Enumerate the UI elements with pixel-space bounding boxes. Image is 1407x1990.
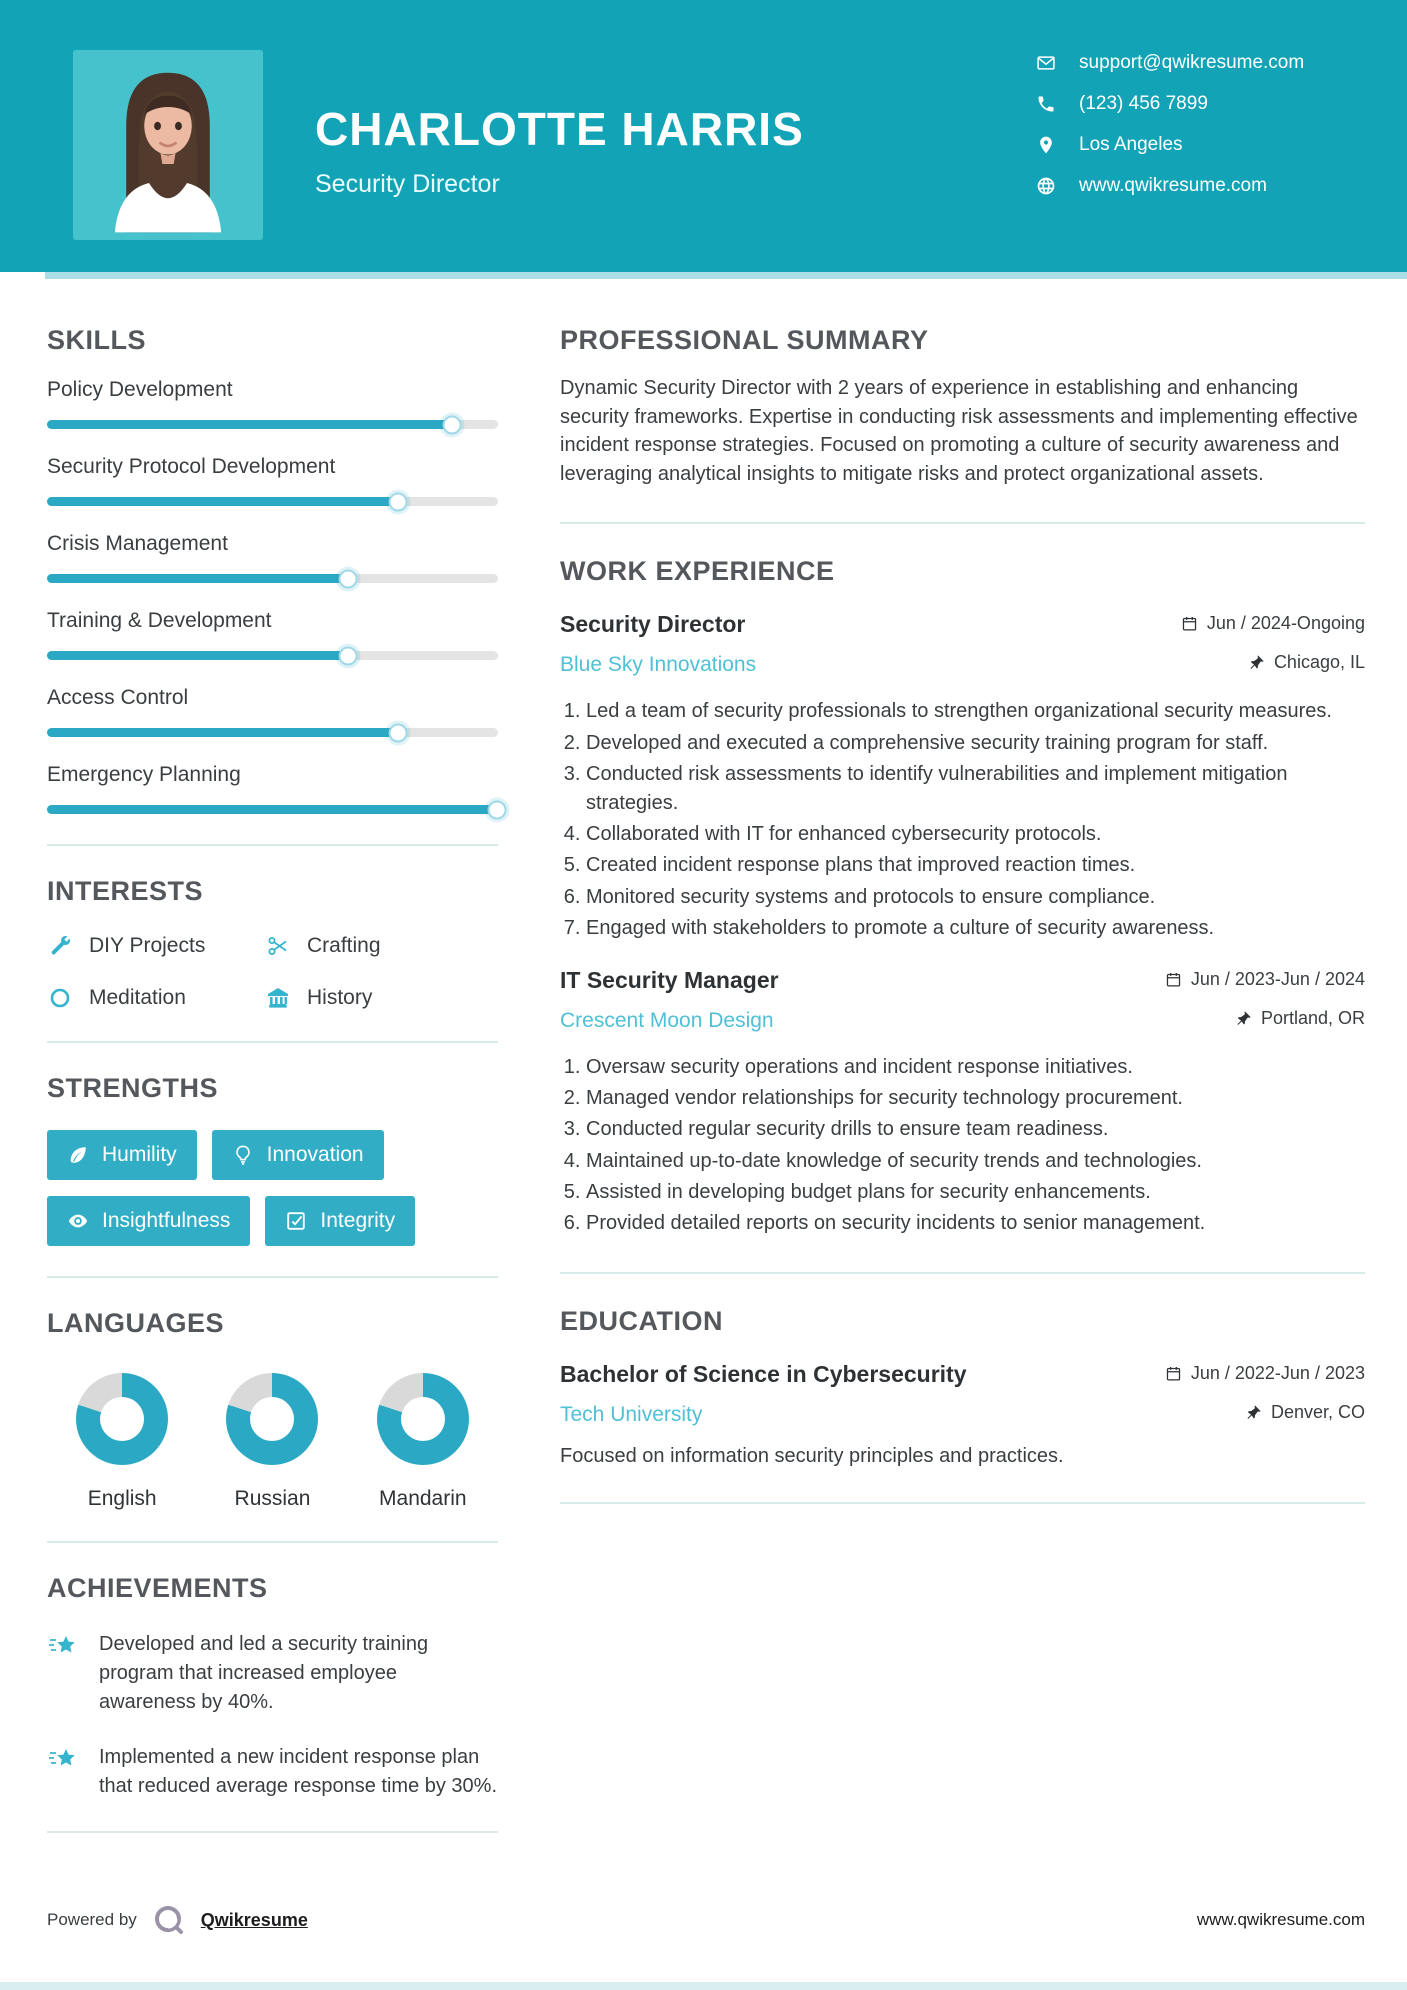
job-bullet: 2. Developed and executed a comprehensive security training program for staff.	[586, 729, 1365, 757]
check-square-icon	[285, 1210, 307, 1232]
skill-slider	[47, 420, 498, 429]
strength-label: Insightfulness	[102, 1209, 231, 1232]
job-bullet: 1. Oversaw security operations and incident response initiatives.	[586, 1053, 1365, 1081]
summary-heading: PROFESSIONAL SUMMARY	[560, 325, 929, 355]
job-bullet: 3. Conducted regular security drills to ensure team readiness.	[586, 1115, 1365, 1143]
languages-section	[47, 1308, 498, 1511]
achievement-text: Implemented a new incident response plan that reduced average response time by 30%.	[99, 1746, 498, 1797]
work-heading: WORK EXPERIENCE	[560, 556, 835, 587]
job-bullet: 4. Maintained up-to-date knowledge of security trends and technologies.	[586, 1147, 1365, 1175]
job-bullet: 2. Managed vendor relationships for security technology procurement.	[586, 1084, 1365, 1112]
strength-chip	[212, 1130, 384, 1180]
job-date	[1181, 613, 1365, 634]
identity-block	[315, 102, 804, 199]
slider-thumb-icon	[442, 415, 461, 434]
chip-row	[47, 1196, 498, 1246]
qwikresume-link[interactable]: Qwikresume	[200, 1909, 308, 1930]
phone-icon	[1035, 93, 1057, 115]
job-entry	[560, 967, 1365, 1238]
interest-label: DIY Projects	[89, 934, 206, 957]
language-item	[348, 1373, 498, 1511]
skill-label: Policy Development	[47, 378, 233, 401]
job-location	[1235, 1008, 1365, 1029]
header	[0, 0, 1407, 272]
language-label: English	[87, 1487, 157, 1510]
chip-row	[47, 1130, 498, 1180]
wrench-icon	[47, 933, 73, 959]
calendar-icon	[1165, 971, 1182, 988]
email-link[interactable]: support@qwikresume.com	[1079, 52, 1305, 73]
job-bullet: 6. Monitored security systems and protocols to ensure compliance.	[586, 883, 1365, 911]
job-head	[560, 967, 1365, 994]
slider-thumb-icon	[339, 569, 358, 588]
section-divider	[560, 522, 1365, 524]
left-column	[47, 325, 498, 1863]
strength-label: Integrity	[320, 1209, 396, 1232]
language-label: Mandarin	[379, 1487, 467, 1510]
language-item	[47, 1373, 197, 1511]
achievement-item	[47, 1630, 498, 1717]
job-location	[1248, 652, 1365, 673]
leaf-icon	[67, 1144, 89, 1166]
skill-item	[47, 763, 498, 814]
education-date	[1165, 1363, 1365, 1384]
strengths-heading: STRENGTHS	[47, 1073, 219, 1103]
skill-slider	[47, 651, 498, 660]
job-title: IT Security Manager	[560, 966, 779, 993]
job-head	[560, 611, 1365, 638]
job-date	[1165, 969, 1365, 990]
skill-label: Training & Development	[47, 609, 272, 632]
right-column	[560, 325, 1365, 1863]
language-item	[197, 1373, 347, 1511]
education-date-text: Jun / 2022-Jun / 2023	[1190, 1362, 1365, 1383]
education-heading: EDUCATION	[560, 1305, 723, 1336]
degree-title: Bachelor of Science in Cybersecurity	[560, 1360, 967, 1387]
location-text: Los Angeles	[1079, 134, 1183, 155]
language-donut-chart	[76, 1373, 168, 1465]
section-divider	[47, 1276, 498, 1278]
education-note: Focused on information security principles and practices.	[560, 1444, 1064, 1467]
strengths-section	[47, 1073, 498, 1246]
scissors-icon	[265, 933, 291, 959]
interest-item	[265, 933, 498, 959]
ring-icon	[47, 985, 73, 1011]
education-subhead	[560, 1402, 1365, 1427]
job-bullet: 5. Created incident response plans that improved reaction times.	[586, 851, 1365, 879]
contact-phone	[1035, 93, 1355, 115]
skills-heading: SKILLS	[47, 325, 147, 355]
slider-thumb-icon	[388, 492, 407, 511]
job-bullet-list	[560, 697, 1365, 942]
strength-chip	[47, 1130, 197, 1180]
interest-label: Meditation	[89, 986, 186, 1009]
language-donut-chart	[226, 1373, 318, 1465]
school-name: Tech University	[560, 1402, 703, 1426]
section-divider	[47, 1541, 498, 1543]
skill-slider	[47, 805, 498, 814]
job-entry	[560, 611, 1365, 942]
bottom-accent-strip	[0, 1982, 1407, 1990]
interests-grid	[47, 933, 498, 1011]
strength-chip	[265, 1196, 415, 1246]
avatar-illustration	[73, 50, 263, 240]
person-title: Security Director	[315, 170, 500, 198]
phone-number: (123) 456 7899	[1079, 93, 1208, 114]
languages-heading: LANGUAGES	[47, 1308, 225, 1338]
contact-location	[1035, 134, 1355, 156]
contact-list	[1035, 52, 1355, 197]
skill-label: Access Control	[47, 686, 189, 709]
job-location-text: Portland, OR	[1260, 1007, 1365, 1028]
job-bullet: 5. Assisted in developing budget plans for security enhancements.	[586, 1178, 1365, 1206]
skill-slider	[47, 728, 498, 737]
job-subhead	[560, 652, 1365, 677]
work-section	[560, 556, 1365, 1237]
footer-site-url: www.qwikresume.com	[1196, 1910, 1365, 1929]
pin-icon	[1248, 654, 1265, 671]
company-name: Blue Sky Innovations	[560, 653, 757, 677]
language-donut-chart	[377, 1373, 469, 1465]
strength-chips	[47, 1130, 498, 1246]
skills-section	[47, 325, 498, 814]
powered-by-label: Powered by	[47, 1910, 137, 1929]
section-divider	[47, 844, 498, 846]
education-entry	[560, 1361, 1365, 1468]
skill-slider	[47, 574, 498, 583]
location-icon	[1035, 134, 1057, 156]
job-date-text: Jun / 2023-Jun / 2024	[1190, 968, 1365, 989]
lightbulb-icon	[232, 1144, 254, 1166]
calendar-icon	[1165, 1365, 1182, 1382]
achievements-heading: ACHIEVEMENTS	[47, 1573, 268, 1603]
job-title: Security Director	[560, 611, 746, 638]
interest-item	[47, 933, 265, 959]
footer	[47, 1902, 1365, 1938]
job-bullet: 4. Collaborated with IT for enhanced cybersecurity protocols.	[586, 820, 1365, 848]
skill-label: Security Protocol Development	[47, 455, 336, 478]
interests-section	[47, 876, 498, 1011]
calendar-icon	[1181, 615, 1198, 632]
main-content	[0, 279, 1407, 1863]
job-subhead	[560, 1008, 1365, 1033]
skill-item	[47, 532, 498, 583]
interests-heading: INTERESTS	[47, 876, 204, 906]
mail-icon	[1035, 52, 1057, 74]
avatar	[73, 50, 263, 240]
pin-icon	[1235, 1010, 1252, 1027]
shooting-star-icon	[47, 1630, 81, 1664]
pin-icon	[1245, 1404, 1262, 1421]
job-bullet: 6. Provided detailed reports on security incidents to senior management.	[586, 1209, 1365, 1237]
interest-item	[47, 985, 265, 1011]
shooting-star-icon	[47, 1743, 81, 1777]
museum-icon	[265, 985, 291, 1011]
skill-item	[47, 455, 498, 506]
skill-item	[47, 609, 498, 660]
interest-label: History	[307, 986, 373, 1009]
interest-label: Crafting	[307, 934, 381, 957]
company-name: Crescent Moon Design	[560, 1008, 774, 1032]
contact-email	[1035, 52, 1355, 74]
job-bullet: 7. Engaged with stakeholders to promote a culture of security awareness.	[586, 914, 1365, 942]
education-head	[560, 1361, 1365, 1388]
strength-chip	[47, 1196, 250, 1246]
education-section	[560, 1306, 1365, 1468]
job-date-text: Jun / 2024-Ongoing	[1206, 613, 1365, 634]
achievement-item	[47, 1743, 498, 1801]
interest-item	[265, 985, 498, 1011]
achievements-section	[47, 1573, 498, 1801]
strength-label: Humility	[102, 1143, 177, 1166]
languages-grid	[47, 1373, 498, 1511]
skill-item	[47, 686, 498, 737]
achievement-text: Developed and led a security training program that increased employee awareness by 40%.	[99, 1633, 429, 1713]
education-location-text: Denver, CO	[1270, 1401, 1365, 1422]
skill-item	[47, 378, 498, 429]
header-accent-line	[45, 272, 1407, 279]
slider-thumb-icon	[488, 800, 507, 819]
skill-slider	[47, 497, 498, 506]
summary-text: Dynamic Security Director with 2 years of experience in establishing and enhancing security frameworks. Expertise in conducting risk assessments and implementing effective incident response strategies. Focused on promoting a culture of security awareness and leveraging analytical insights to mitigate risks and protect organizational assets.	[560, 377, 1358, 485]
skill-label: Emergency Planning	[47, 763, 241, 786]
job-bullet-list	[560, 1053, 1365, 1238]
language-label: Russian	[234, 1487, 311, 1510]
globe-icon	[1035, 175, 1057, 197]
slider-thumb-icon	[339, 646, 358, 665]
website-link[interactable]: www.qwikresume.com	[1079, 175, 1267, 196]
section-divider	[560, 1272, 1365, 1274]
eye-icon	[67, 1210, 89, 1232]
job-bullet: 3. Conducted risk assessments to identify vulnerabilities and implement mitigation strategies.	[586, 760, 1365, 817]
skill-label: Crisis Management	[47, 532, 228, 555]
strength-label: Innovation	[266, 1143, 364, 1166]
section-divider	[47, 1831, 498, 1833]
section-divider	[560, 1502, 1365, 1504]
slider-thumb-icon	[388, 723, 407, 742]
person-name: CHARLOTTE HARRIS	[315, 103, 804, 155]
qwikresume-logo	[151, 1902, 187, 1938]
job-bullet: 1. Led a team of security professionals to strengthen organizational security measures.	[586, 697, 1365, 725]
summary-section	[560, 325, 1365, 488]
section-divider	[47, 1041, 498, 1043]
education-location	[1245, 1402, 1365, 1423]
job-location-text: Chicago, IL	[1273, 652, 1365, 673]
contact-website	[1035, 175, 1355, 197]
